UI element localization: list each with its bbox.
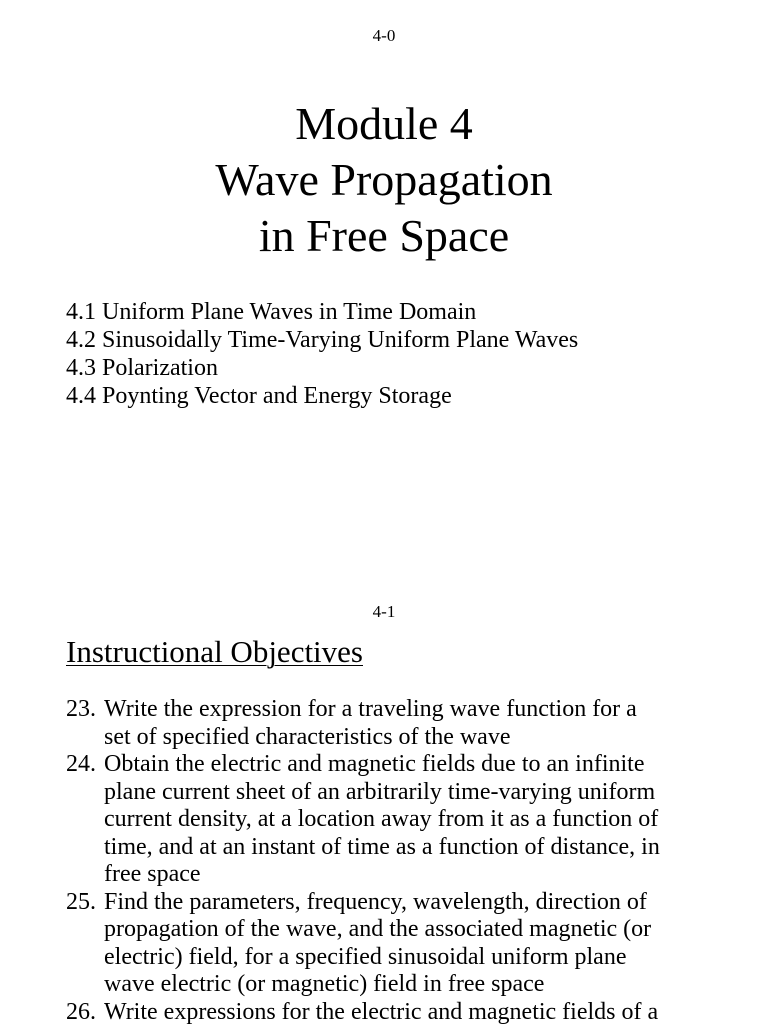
objectives-heading: Instructional Objectives bbox=[66, 634, 363, 670]
objective-text bbox=[104, 751, 746, 889]
objective-number: 23. bbox=[66, 696, 104, 724]
contents-item: 4.1 Uniform Plane Waves in Time Domain bbox=[66, 298, 746, 326]
objective-number: 24. bbox=[66, 751, 104, 779]
objective-line: set of specified characteristics of the wave bbox=[104, 724, 746, 752]
title-line-1: Module 4 bbox=[0, 96, 768, 152]
objective-text bbox=[104, 696, 746, 751]
objective-text bbox=[104, 889, 746, 999]
objective-line: electric) field, for a specified sinusoidal uniform plane bbox=[104, 944, 746, 972]
objective-line: free space bbox=[104, 861, 746, 889]
page-number-second: 4-1 bbox=[0, 602, 768, 622]
objective-number: 25. bbox=[66, 889, 104, 917]
objectives-list bbox=[66, 696, 746, 1026]
objective-number: 26. bbox=[66, 999, 104, 1026]
contents-item: 4.2 Sinusoidally Time-Varying Uniform Plane Waves bbox=[66, 326, 746, 354]
objective-item bbox=[66, 751, 746, 889]
objective-line: wave electric (or magnetic) field in free space bbox=[104, 971, 746, 999]
objective-line: plane current sheet of an arbitrarily time-varying uniform bbox=[104, 779, 746, 807]
objective-item bbox=[66, 889, 746, 999]
objective-line: time, and at an instant of time as a function of distance, in bbox=[104, 834, 746, 862]
contents-item: 4.4 Poynting Vector and Energy Storage bbox=[66, 382, 746, 410]
title-line-3: in Free Space bbox=[0, 208, 768, 264]
objective-line: Obtain the electric and magnetic fields due to an infinite bbox=[104, 751, 746, 779]
objective-item bbox=[66, 999, 746, 1026]
objective-item bbox=[66, 696, 746, 751]
objective-line: propagation of the wave, and the associated magnetic (or bbox=[104, 916, 746, 944]
title-line-2: Wave Propagation bbox=[0, 152, 768, 208]
module-title bbox=[0, 96, 768, 264]
page-number-top: 4-0 bbox=[0, 26, 768, 46]
objective-text bbox=[104, 999, 746, 1026]
module-contents-list bbox=[66, 298, 746, 410]
objective-line: current density, at a location away from it as a function of bbox=[104, 806, 746, 834]
objective-line: Write expressions for the electric and magnetic fields of a bbox=[104, 999, 746, 1026]
objective-line: Find the parameters, frequency, wavelength, direction of bbox=[104, 889, 746, 917]
objective-line: Write the expression for a traveling wave function for a bbox=[104, 696, 746, 724]
contents-item: 4.3 Polarization bbox=[66, 354, 746, 382]
